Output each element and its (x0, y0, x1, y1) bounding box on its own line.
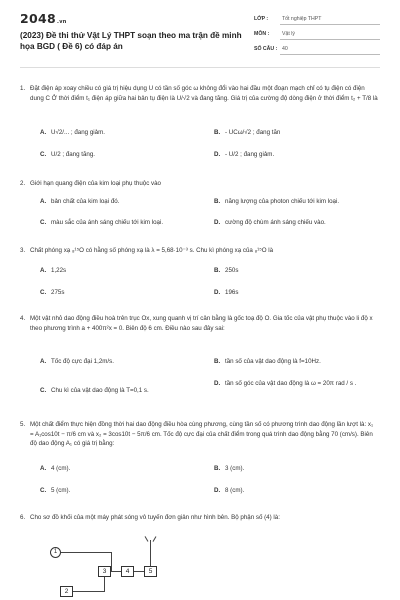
meta-subject: MÔN : Vật lý (252, 27, 380, 42)
question-number: 1. (20, 85, 26, 92)
diagram-block-2: 2 (60, 586, 73, 597)
header-divider (20, 67, 380, 68)
page-header (0, 0, 400, 64)
question-number: 6. (20, 514, 26, 521)
question-number: 5. (20, 421, 26, 428)
question-number: 4. (20, 315, 26, 322)
exam-meta (252, 12, 380, 57)
diagram-block-3: 3 (98, 566, 111, 577)
diagram-node-1: 1 (50, 547, 61, 558)
transmitter-block-diagram (40, 532, 180, 600)
meta-question-count: SỐ CÂU : 40 (252, 42, 380, 57)
question-stem: Một vật nhỏ dao động điều hoà trên trục Ox, xung quanh vị trí cân bằng là gốc toạ độ O. Gia tốc của vật phụ thuộc vào li độ x theo phương trình a + 400π²x = 0. Biên độ 6 cm. Điều nào sau đây sai: (30, 315, 373, 332)
site-logo[interactable]: 2048.vn (20, 11, 67, 26)
question-stem: Đặt điện áp xoay chiều có giá trị hiệu dụng U có tần số góc ω không đổi vào hai đầu một đoạn mạch chỉ có tụ điện có điện dung C Ở thời điểm t₁ điện áp giữa hai bản tụ điện là U/√2 và đang tăng. Giá trị của cường độ dòng điện ở thời điểm t₂ + T/8 là (30, 85, 378, 102)
meta-class: LỚP : Tốt nghiệp THPT (252, 12, 380, 27)
question-stem: Một chất điểm thực hiện đồng thời hai dao động điều hòa cùng phương, cùng tần số có phương trình dao động lần lượt là: x₁ = A₁cos10t − π/6 cm và x₂ = 3cos10t − 5π/6 cm. Tốc độ cực đại của chất điểm trong quá trình dao động bằng 70 (cm/s). Biên độ dao động A₁ có giá trị bằng: (30, 421, 374, 448)
exam-title: (2023) Đề thi thử Vật Lý THPT soạn theo ma trận đề minh họa BGD ( Đề 6) có đáp án (20, 31, 242, 51)
question-number: 3. (20, 247, 26, 254)
question-stem: Giới hạn quang điện của kim loại phụ thuộc vào (30, 180, 161, 187)
diagram-block-4: 4 (121, 566, 134, 577)
question-stem: Cho sơ đồ khối của một máy phát sóng vô tuyến đơn giản như hình bên. Bộ phận số (4) là: (30, 514, 280, 521)
question-stem: Chất phóng xạ ₈¹⁵O có hằng số phóng xạ là λ = 5,68·10⁻³ s. Chu kì phóng xạ của ₈¹⁵O là (30, 247, 274, 254)
question-number: 2. (20, 180, 26, 187)
diagram-block-5: 5 (144, 566, 157, 577)
